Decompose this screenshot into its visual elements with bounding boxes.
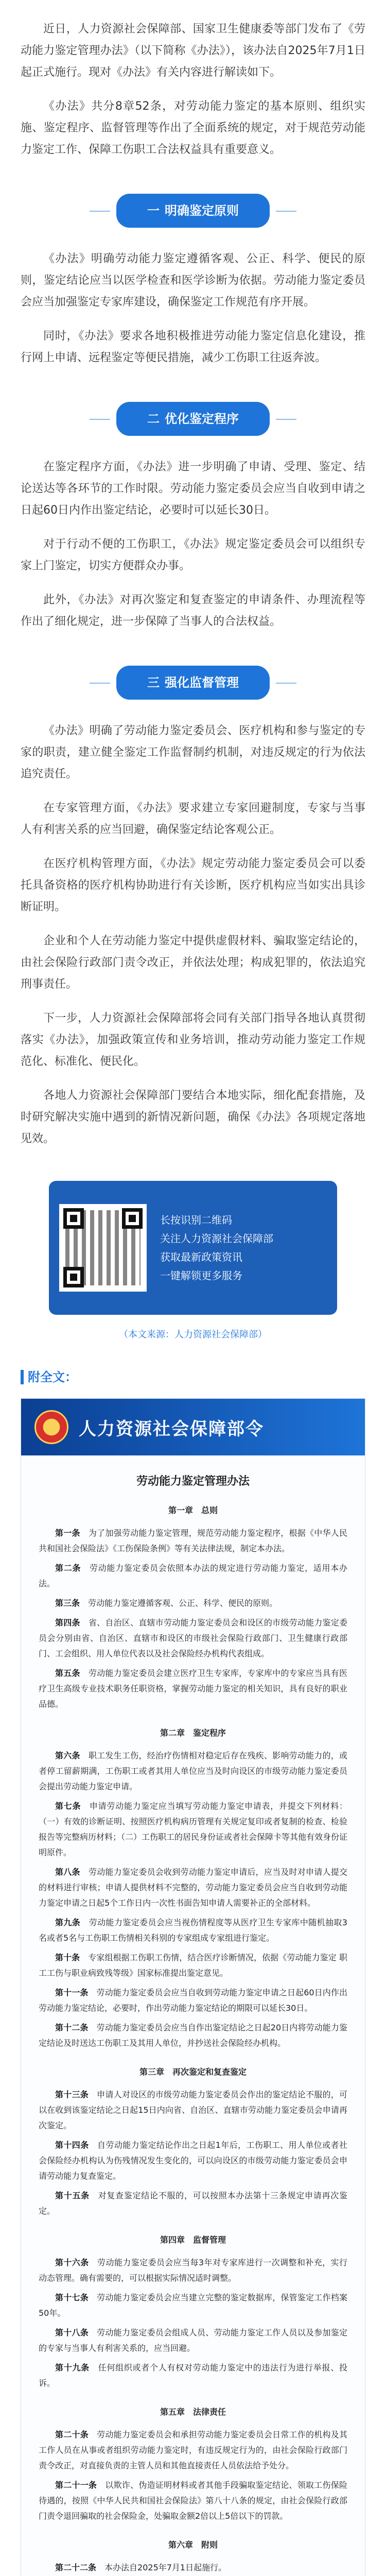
section-paragraph: 下一步，人力资源社会保障部将会同有关部门指导各地认真贯彻落实《办法》，加强政策宣传和业务培训，推动劳动能力鉴定工作规范化、标准化、便民化。 bbox=[21, 1012, 365, 1068]
clause-number: 第十八条 bbox=[55, 2328, 89, 2337]
article-clause bbox=[39, 2138, 347, 2184]
clause-number: 第六条 bbox=[55, 1751, 80, 1760]
clause-number: 第十二条 bbox=[55, 2023, 89, 2032]
section-title-pill bbox=[116, 194, 270, 228]
clause-text: 劳动能力鉴定委员会组成人员、劳动能力鉴定工作人员以及参加鉴定的专家与当事人有利害关系的，应当回避。 bbox=[39, 2328, 347, 2353]
article-clause bbox=[39, 2360, 347, 2391]
chapter-heading: 第四章 监督管理 bbox=[160, 2235, 226, 2245]
clause-text: 劳动能力鉴定委员会应当视伤情程度等从医疗卫生专家库中随机抽取3名或者5名与工伤职工伤情相关科别的专家组成专家组进行鉴定。 bbox=[39, 1918, 347, 1943]
clause-text: 劳动能力鉴定委员会应当自作出鉴定结论之日起20日内将劳动能力鉴定结论及时送达工伤职工及其用人单位，并抄送社会保险经办机构。 bbox=[39, 2023, 347, 2048]
clause-text: 为了加强劳动能力鉴定管理，规范劳动能力鉴定程序，根据《中华人民共和国社会保险法》《工伤保险条例》等有关法律法规，制定本办法。 bbox=[39, 1528, 347, 1553]
clause-number: 第十六条 bbox=[55, 2258, 89, 2267]
article-clause bbox=[39, 1915, 347, 1946]
document-banner bbox=[21, 1399, 365, 1455]
clause-number: 第十七条 bbox=[55, 2293, 89, 2302]
follow-card bbox=[49, 1181, 337, 1315]
intro-paragraph: 近日，人力资源社会保障部、国家卫生健康委等部门发布了《劳动能力鉴定管理办法》（以下简称《办法》），该办法自2025年7月1日起正式施行。现对《办法》有关内容进行解读如下。 bbox=[21, 23, 365, 79]
national-emblem-icon bbox=[34, 1410, 68, 1444]
article-clause bbox=[39, 2478, 347, 2524]
section-title-pill bbox=[116, 666, 270, 700]
section-paragraph: 在专家管理方面，《办法》要求建立专家回避制度，专家与当事人有利害关系的应当回避，确保鉴定结论客观公正。 bbox=[21, 802, 365, 836]
clause-text: 专家组根据工伤职工伤情，结合医疗诊断情况，依据《劳动能力鉴定 职工工伤与职业病致残等级》国家标准提出鉴定意见。 bbox=[39, 1953, 347, 1978]
clause-number: 第五条 bbox=[55, 1668, 80, 1678]
follow-line: 关注人力资源社会保障部 bbox=[160, 1232, 273, 1245]
chapter-heading: 第一章 总则 bbox=[168, 1505, 218, 1515]
chapter-heading: 第三章 再次鉴定和复查鉴定 bbox=[139, 2067, 247, 2077]
clause-number: 第四条 bbox=[55, 1618, 80, 1628]
source-caption: （本文来源：人力资源社会保障部） bbox=[119, 1329, 267, 1340]
clause-number: 第二十一条 bbox=[55, 2480, 97, 2490]
article-clause bbox=[39, 1666, 347, 1712]
clause-number: 第九条 bbox=[55, 1918, 81, 1927]
section-paragraph: 此外，《办法》对再次鉴定和复查鉴定的申请条件、办理流程等作出了细化规定，进一步保障了当事人的合法权益。 bbox=[21, 594, 365, 628]
clause-number: 第十条 bbox=[55, 1953, 80, 1962]
clause-number: 第二十二条 bbox=[55, 2563, 97, 2572]
clause-number: 第七条 bbox=[55, 1801, 81, 1811]
clause-number: 第十九条 bbox=[55, 2363, 90, 2372]
chapter-heading: 第二章 鉴定程序 bbox=[160, 1728, 226, 1738]
clause-text: 劳动能力鉴定委员会收到劳动能力鉴定申请后，应当及时对申请人提交的材料进行审核；申请人提供材料不完整的，劳动能力鉴定委员会应当自收到劳动能力鉴定申请之日起5个工作日内一次性书面告知申请人需要补正的全部材料。 bbox=[39, 1867, 347, 1908]
clause-text: 对复查鉴定结论不服的，可以按照本办法第十三条规定申请再次鉴定。 bbox=[39, 2191, 347, 2216]
banner-title: 人力资源社会保障部令 bbox=[79, 1418, 264, 1439]
clause-text: 任何组织或者个人有权对劳动能力鉴定中的违法行为进行举报、投诉。 bbox=[39, 2363, 347, 2388]
section-title: 强化监督管理 bbox=[165, 675, 239, 690]
chapter-heading: 第五章 法律责任 bbox=[160, 2407, 226, 2417]
clause-text: 劳动能力鉴定委员会应当建立完整的鉴定数据库，保管鉴定工作档案50年。 bbox=[39, 2293, 347, 2318]
clause-number: 第三条 bbox=[55, 1598, 80, 1608]
section-paragraph: 同时，《办法》要求各地积极推进劳动能力鉴定信息化建设，推行网上申请、远程鉴定等便民措施，减少工伤职工往返奔波。 bbox=[21, 330, 365, 364]
document-title: 劳动能力鉴定管理办法 bbox=[136, 1475, 250, 1488]
clause-text: 劳动能力鉴定委员会依照本办法的规定进行劳动能力鉴定，适用本办法。 bbox=[39, 1563, 347, 1588]
article-clause bbox=[39, 2325, 347, 2356]
section-paragraph: 在鉴定程序方面，《办法》进一步明确了申请、受理、鉴定、结论送达等各环节的工作时限。劳动能力鉴定委员会应当自收到申请之日起60日内作出鉴定结论，必要时可以延长30日。 bbox=[21, 461, 365, 517]
article-clause bbox=[39, 2188, 347, 2219]
article-clause bbox=[39, 1865, 347, 1911]
article-clause bbox=[39, 1561, 347, 1591]
section-number: 二 bbox=[147, 412, 160, 426]
article-clause bbox=[39, 1615, 347, 1662]
clause-text: 申请劳动能力鉴定应当填写劳动能力鉴定申请表，并提交下列材料：（一）有效的诊断证明、按照医疗机构病历管理有关规定复印或者复制的检查、检验报告等完整病历材料；（二）工伤职工的居民身份证或者社会保障卡等其他有效身份证明原件。 bbox=[39, 1801, 348, 1857]
chapter-heading: 第六章 附则 bbox=[168, 2540, 218, 2550]
clause-text: 省、自治区、直辖市劳动能力鉴定委员会和设区的市级劳动能力鉴定委员会分别由省、自治区、直辖市和设区的市级社会保险行政部门、卫生健康行政部门、工会组织、用人单位代表以及社会保险经办机构代表组成。 bbox=[39, 1618, 347, 1658]
clause-text: 劳动能力鉴定委员会应当自收到劳动能力鉴定申请之日起60日内作出劳动能力鉴定结论，必要时，作出劳动能力鉴定结论的期限可以延长30日。 bbox=[39, 1988, 347, 2013]
clause-text: 以欺诈、伪造证明材料或者其他手段骗取鉴定结论、领取工伤保险待遇的，按照《中华人民共和国社会保险法》第八十八条的规定，由社会保险行政部门责令退回骗取的社会保险金，处骗取金额2倍以上5倍以下的罚款。 bbox=[39, 2480, 347, 2521]
article-clause bbox=[39, 2290, 347, 2321]
article-clause bbox=[39, 2020, 347, 2051]
clause-text: 劳动能力鉴定委员会和承担劳动能力鉴定委员会日常工作的机构及其工作人员在从事或者组织劳动能力鉴定时，有违反规定行为的，由社会保险行政部门责令改正，对直接负责的主管人员和其他直接责任人员依法给予处分。 bbox=[39, 2430, 347, 2470]
section-title-pill bbox=[116, 402, 270, 436]
article-clause bbox=[39, 1748, 347, 1794]
article-clause bbox=[39, 1526, 347, 1556]
attachment-heading bbox=[21, 1366, 365, 1388]
section-number: 一 bbox=[147, 204, 160, 218]
clause-number: 第一条 bbox=[55, 1528, 80, 1538]
clause-text: 自劳动能力鉴定结论作出之日起1年后，工伤职工、用人单位或者社会保险经办机构认为伤残情况发生变化的，可以向设区的市级劳动能力鉴定委员会申请劳动能力复查鉴定。 bbox=[39, 2140, 347, 2181]
section-header bbox=[21, 666, 365, 700]
qr-eye-icon bbox=[63, 1208, 84, 1229]
clause-text: 职工发生工伤，经治疗伤情相对稳定后存在残疾、影响劳动能力的，或者停工留薪期满，工伤职工或者其用人单位应当及时向设区的市级劳动能力鉴定委员会提出劳动能力鉴定申请。 bbox=[39, 1751, 347, 1791]
accent-bar bbox=[21, 1370, 24, 1384]
section-header bbox=[21, 402, 365, 436]
article-clause bbox=[39, 1596, 347, 1611]
article-clause bbox=[39, 2560, 347, 2575]
clause-text: 本办法自2025年7月1日起施行。 bbox=[104, 2563, 227, 2572]
clause-text: 劳动能力鉴定委员会建立医疗卫生专家库，专家库中的专家应当具有医疗卫生高级专业技术职务任职资格，掌握劳动能力鉴定的相关知识，具有良好的职业品德。 bbox=[39, 1668, 347, 1709]
clause-number: 第十五条 bbox=[55, 2191, 90, 2200]
article-clause bbox=[39, 2087, 347, 2133]
section-title: 优化鉴定程序 bbox=[165, 412, 239, 426]
clause-number: 第八条 bbox=[55, 1867, 80, 1877]
intro-paragraph: 《办法》共分8章52条，对劳动能力鉴定的基本原则、组织实施、鉴定程序、监督管理等作出了全面系统的规定，对于规范劳动能力鉴定工作、保障工伤职工合法权益具有重要意义。 bbox=[21, 100, 365, 156]
section-paragraph: 企业和个人在劳动能力鉴定中提供虚假材料、骗取鉴定结论的，由社会保险行政部门责令改正，并依法处理；构成犯罪的，依法追究刑事责任。 bbox=[21, 935, 365, 991]
article-clause bbox=[39, 2427, 347, 2473]
follow-block bbox=[21, 1181, 365, 1346]
clause-text: 申请人对设区的市级劳动能力鉴定委员会作出的鉴定结论不服的，可以在收到该鉴定结论之日起15日内向省、自治区、直辖市劳动能力鉴定委员会申请再次鉴定。 bbox=[39, 2090, 347, 2130]
article-clause bbox=[39, 1799, 347, 1860]
section-paragraph: 在医疗机构管理方面，《办法》规定劳动能力鉴定委员会可以委托具备资格的医疗机构协助进行有关诊断，医疗机构应当如实出具诊断证明。 bbox=[21, 857, 365, 913]
section-header bbox=[21, 194, 365, 228]
follow-line: 一键解锁更多服务 bbox=[160, 1269, 242, 1282]
section-paragraph: 各地人力资源社会保障部门要结合本地实际，细化配套措施，及时研究解决实施中遇到的新情况新问题，确保《办法》各项规定落地见效。 bbox=[21, 1089, 365, 1145]
section-paragraph: 对于行动不便的工伤职工，《办法》规定鉴定委员会可以组织专家上门鉴定，切实方便群众办事。 bbox=[21, 538, 365, 572]
clause-number: 第十三条 bbox=[55, 2090, 89, 2099]
section-paragraph: 《办法》明确劳动能力鉴定遵循客观、公正、科学、便民的原则，鉴定结论应当以医学检查和医学诊断为依据。劳动能力鉴定委员会应当加强鉴定专家库建设，确保鉴定工作规范有序开展。 bbox=[21, 252, 365, 309]
attached-document bbox=[21, 1398, 365, 2576]
document-body bbox=[21, 1455, 365, 2576]
clause-text: 劳动能力鉴定委员会应当每3年对专家库进行一次调整和补充，实行动态管理。确有需要的，可以根据实际情况适时调整。 bbox=[39, 2258, 347, 2283]
clause-number: 第十一条 bbox=[55, 1988, 89, 1997]
section-paragraph: 《办法》明确了劳动能力鉴定委员会、医疗机构和参与鉴定的专家的职责，建立健全鉴定工作监督制约机制，对违反规定的行为依法追究责任。 bbox=[21, 724, 365, 781]
clause-number: 第二十条 bbox=[55, 2430, 89, 2439]
clause-text: 劳动能力鉴定遵循客观、公正、科学、便民的原则。 bbox=[88, 1598, 278, 1608]
attachment-label: 附全文： bbox=[28, 1370, 77, 1384]
qr-eye-icon bbox=[122, 1208, 143, 1229]
clause-number: 第二条 bbox=[55, 1563, 81, 1573]
section-number: 三 bbox=[147, 675, 160, 690]
article-clause bbox=[39, 2255, 347, 2286]
qr-code[interactable] bbox=[59, 1204, 147, 1292]
follow-line: 获取最新政策资讯 bbox=[160, 1251, 242, 1263]
follow-line: 长按识别二维码 bbox=[160, 1214, 232, 1226]
clause-number: 第十四条 bbox=[55, 2140, 89, 2150]
follow-text bbox=[160, 1211, 273, 1285]
qr-eye-icon bbox=[63, 1267, 84, 1287]
article-clause bbox=[39, 1950, 347, 1981]
article-clause bbox=[39, 1985, 347, 2016]
section-title: 明确鉴定原则 bbox=[165, 204, 239, 218]
